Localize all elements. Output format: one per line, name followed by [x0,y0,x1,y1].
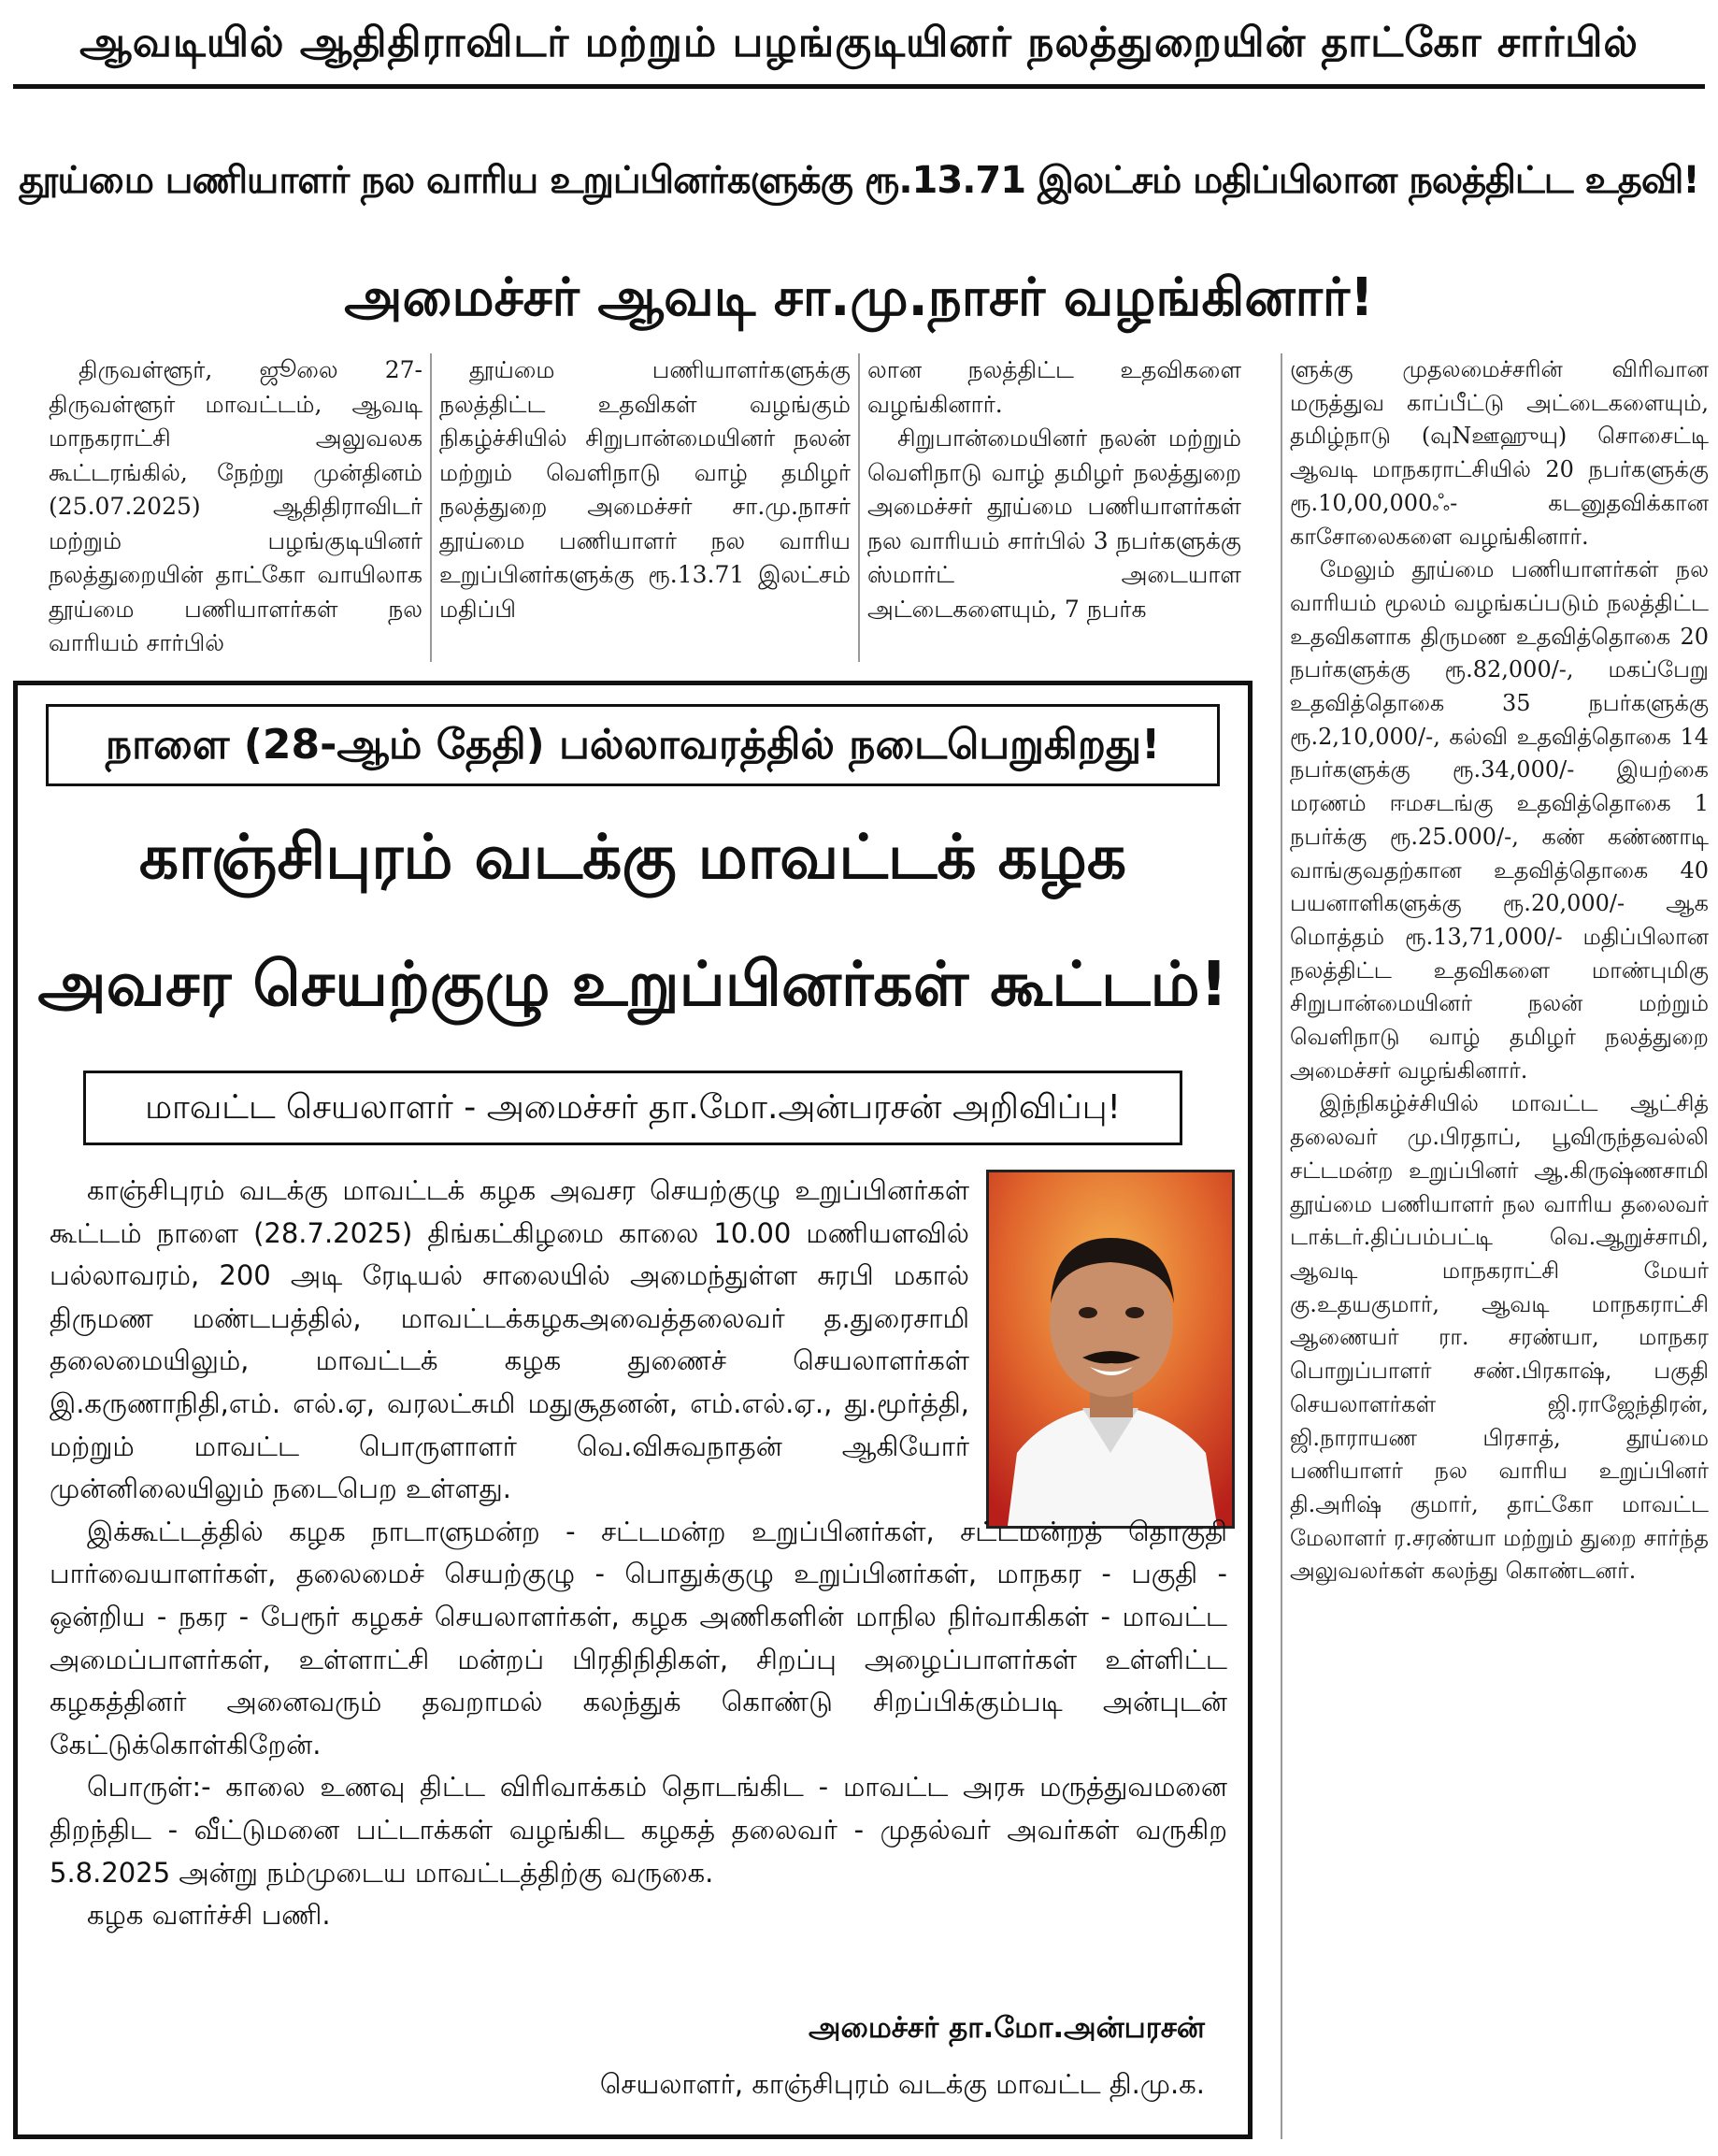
notice-body [50,1170,1227,1937]
article-column-2 [439,353,851,626]
notice-announcement: மாவட்ட செயலாளர் - அமைச்சர் தா.மோ.அன்பரசன் அறிவிப்பு! [83,1071,1182,1145]
article-column-1-text: திருவள்ளூர், ஜூலை 27- திருவள்ளூர் மாவட்டம், ஆவடி மாநகராட்சி அலுவலக கூட்டரங்கில், நேற்று முன்தினம் (25.07.2025) ஆதிதிராவிடர் மற்றும் பழங்குடியினர் நலத்துறையின் தாட்கோ வாயிலாக தூய்மை பணியாளர்கள் நல வாரியம் சார்பில் [49,356,422,656]
article-column-4 [1290,353,1709,1588]
notice-title-line-2: அவசர செயற்குழு உறுப்பினர்கள் கூட்டம்! [37,948,1228,1020]
notice-para-3: பொருள்:- காலை உணவு திட்ட விரிவாக்கம் தொடங்கிட - மாவட்ட அரசு மருத்துவமனை திறந்திட - வீட்டுமனை பட்டாக்கள் வழங்கிட கழகத் தலைவர் - முதல்வர் அவர்கள் வருகிற 5.8.2025 அன்று நம்முடைய மாவட்டத்திற்கு வருகை. [50,1771,1227,1889]
signature-title: செயலாளர், காஞ்சிபுரம் வடக்கு மாவட்ட தி.மு.க. [599,2068,1205,2100]
article-column-3-para-1: லான நலத்திட்ட உதவிகளை வழங்கினார். [867,356,1241,418]
signature-name: அமைச்சர் தா.மோ.அன்பரசன் [809,2011,1205,2045]
article-column-4-para-2: மேலும் தூய்மை பணியாளர்கள் நல வாரியம் மூலம் வழங்கப்படும் நலத்திட்ட உதவிகளாக திருமண உதவித்தொகை 20 நபர்களுக்கு ரூ.82,000/-, மகப்பேறு உதவித்தொகை 35 நபர்களுக்கு ரூ.2,10,000/-, கல்வி உதவித்தொகை 14 நபர்களுக்கு ரூ.34,000/- இயற்கை மரணம் ஈமசடங்கு உதவித்தொகை 1 நபர்க்கு ரூ.25.000/-, கண் கண்ணாடி வாங்குவதற்கான உதவித்தொகை 40 பயனாளிகளுக்கு ரூ.20,000/- ஆக மொத்தம் ரூ.13,71,000/- மதிப்பிலான நலத்திட்ட உதவிகளை மாண்புமிகு சிறுபான்மையினர் நலன் மற்றும் வெளிநாடு வாழ் தமிழர் நலத்துறை அமைச்சர் வழங்கினார். [1290,556,1709,1084]
notice-kicker: நாளை (28-ஆம் தேதி) பல்லாவரத்தில் நடைபெறுகிறது! [46,704,1220,786]
article-kicker: ஆவடியில் ஆதிதிராவிடர் மற்றும் பழங்குடியினர் நலத்துறையின் தாட்கோ சார்பில் [79,19,1639,66]
article-column-2-text: தூய்மை பணியாளர்களுக்கு நலத்திட்ட உதவிகள் வழங்கும் நிகழ்ச்சியில் சிறுபான்மையினர் நலன் மற்றும் வெளிநாடு வாழ் தமிழர் நலத்துறை அமைச்சர் சா.மு.நாசர் தூய்மை பணியாளர் நல வாரிய உறுப்பினர்களுக்கு ரூ.13.71 இலட்சம் மதிப்பி [439,356,851,623]
article-column-3 [867,353,1241,626]
article-subhead: அமைச்சர் ஆவடி சா.மு.நாசர் வழங்கினார்! [344,267,1374,328]
article-column-4-para-3: இந்நிகழ்ச்சியில் மாவட்ட ஆட்சித் தலைவர் மு.பிரதாப், பூவிருந்தவல்லி சட்டமன்ற உறுப்பினர் ஆ.கிருஷ்ணசாமி தூய்மை பணியாளர் நல வாரிய தலைவர் டாக்டர்.திப்பம்பட்டி வெ.ஆறுச்சாமி, ஆவடி மாநகராட்சி மேயர் கு.உதயகுமார், ஆவடி மாநகராட்சி ஆணையர் ரா. சரண்யா, மாநகர பொறுப்பாளர் சண்.பிரகாஷ், பகுதி செயலாளர்கள் ஜி.ராஜேந்திரன், ஜி.நாராயண பிரசாத், தூய்மை பணியாளர் நல வாரிய உறுப்பினர் தி.அரிஷ் குமார், தாட்கோ மாவட்ட மேலாளர் ர.சரண்யா மற்றும் துறை சார்ந்த அலுவலர்கள் கலந்து கொண்டனர். [1290,1090,1709,1585]
notice-para-2: இக்கூட்டத்தில் கழக நாடாளுமன்ற - சட்டமன்ற உறுப்பினர்கள், சட்டமன்றத் தொகுதி பார்வையாளர்கள், தலைமைச் செயற்குழு - பொதுக்குழு உறுப்பினர்கள், மாநகர - பகுதி - ஒன்றிய - நகர - பேரூர் கழகச் செயலாளர்கள், கழக அணிகளின் மாநில நிர்வாகிகள் - மாவட்ட அமைப்பாளர்கள், உள்ளாட்சி மன்றப் பிரதிநிதிகள், சிறப்பு அழைப்பாளர்கள் உள்ளிட்ட கழகத்தினர் அனைவரும் தவறாமல் கலந்துக் கொண்டு சிறப்பிக்கும்படி அன்புடன் கேட்டுக்கொள்கிறேன். [50,1515,1227,1761]
notice-para-4: கழக வளர்ச்சி பணி. [87,1899,331,1932]
article-column-1 [49,353,422,661]
notice-para-1: காஞ்சிபுரம் வடக்கு மாவட்டக் கழக அவசர செயற்குழு உறுப்பினர்கள் கூட்டம் நாளை (28.7.2025) திங்கட்கிழமை காலை 10.00 மணியளவில் பல்லாவரம், 200 அடி ரேடியல் சாலையில் அமைந்துள்ள சுரபி மகால் திருமண மண்டபத்தில், மாவட்டக்கழகஅவைத்தலைவர் த.துரைசாமி தலைமையிலும், மாவட்டக் கழக துணைச் செயலாளர்கள் இ.கருணாநிதி,எம். எல்.ஏ, வரலட்சுமி மதுசூதனன், எம்.எல்.ஏ., து.மூர்த்தி, மற்றும் மாவட்ட பொருளாளர் வெ.விசுவநாதன் ஆகியோர் முன்னிலையிலும் நடைபெற உள்ளது. [50,1174,969,1505]
column-divider [858,353,860,662]
column-divider [430,353,432,662]
article-column-3-para-2: சிறுபான்மையினர் நலன் மற்றும் வெளிநாடு வாழ் தமிழர் நலத்துறை அமைச்சர் தூய்மை பணியாளர்கள் நல வாரியம் சார்பில் 3 நபர்களுக்கு ஸ்மார்ட் அடையாள அட்டைகளையும், 7 நபர்க [867,424,1241,623]
notice-title-line-1: காஞ்சிபுரம் வடக்கு மாவட்டக் கழக [138,821,1127,893]
kicker-rule [13,84,1705,89]
meeting-notice-box [13,681,1253,2139]
column-divider [1281,353,1282,2139]
article-headline: தூய்மை பணியாளர் நல வாரிய உறுப்பினர்களுக்கு ரூ.13.71 இலட்சம் மதிப்பிலான நலத்திட்ட உதவி! [19,159,1699,202]
article-column-4-para-1: ளுக்கு முதலமைச்சரின் விரிவான மருத்துவ காப்பீட்டு அட்டைகளையும், தமிழ்நாடு (வுNஊஹுயு) சொசைட்டி ஆவடி மாநகராட்சியில் 20 நபர்களுக்கு ரூ.10,00,000ஃ- கடனுதவிக்கான காசோலைகளை வழங்கினார். [1290,356,1709,550]
